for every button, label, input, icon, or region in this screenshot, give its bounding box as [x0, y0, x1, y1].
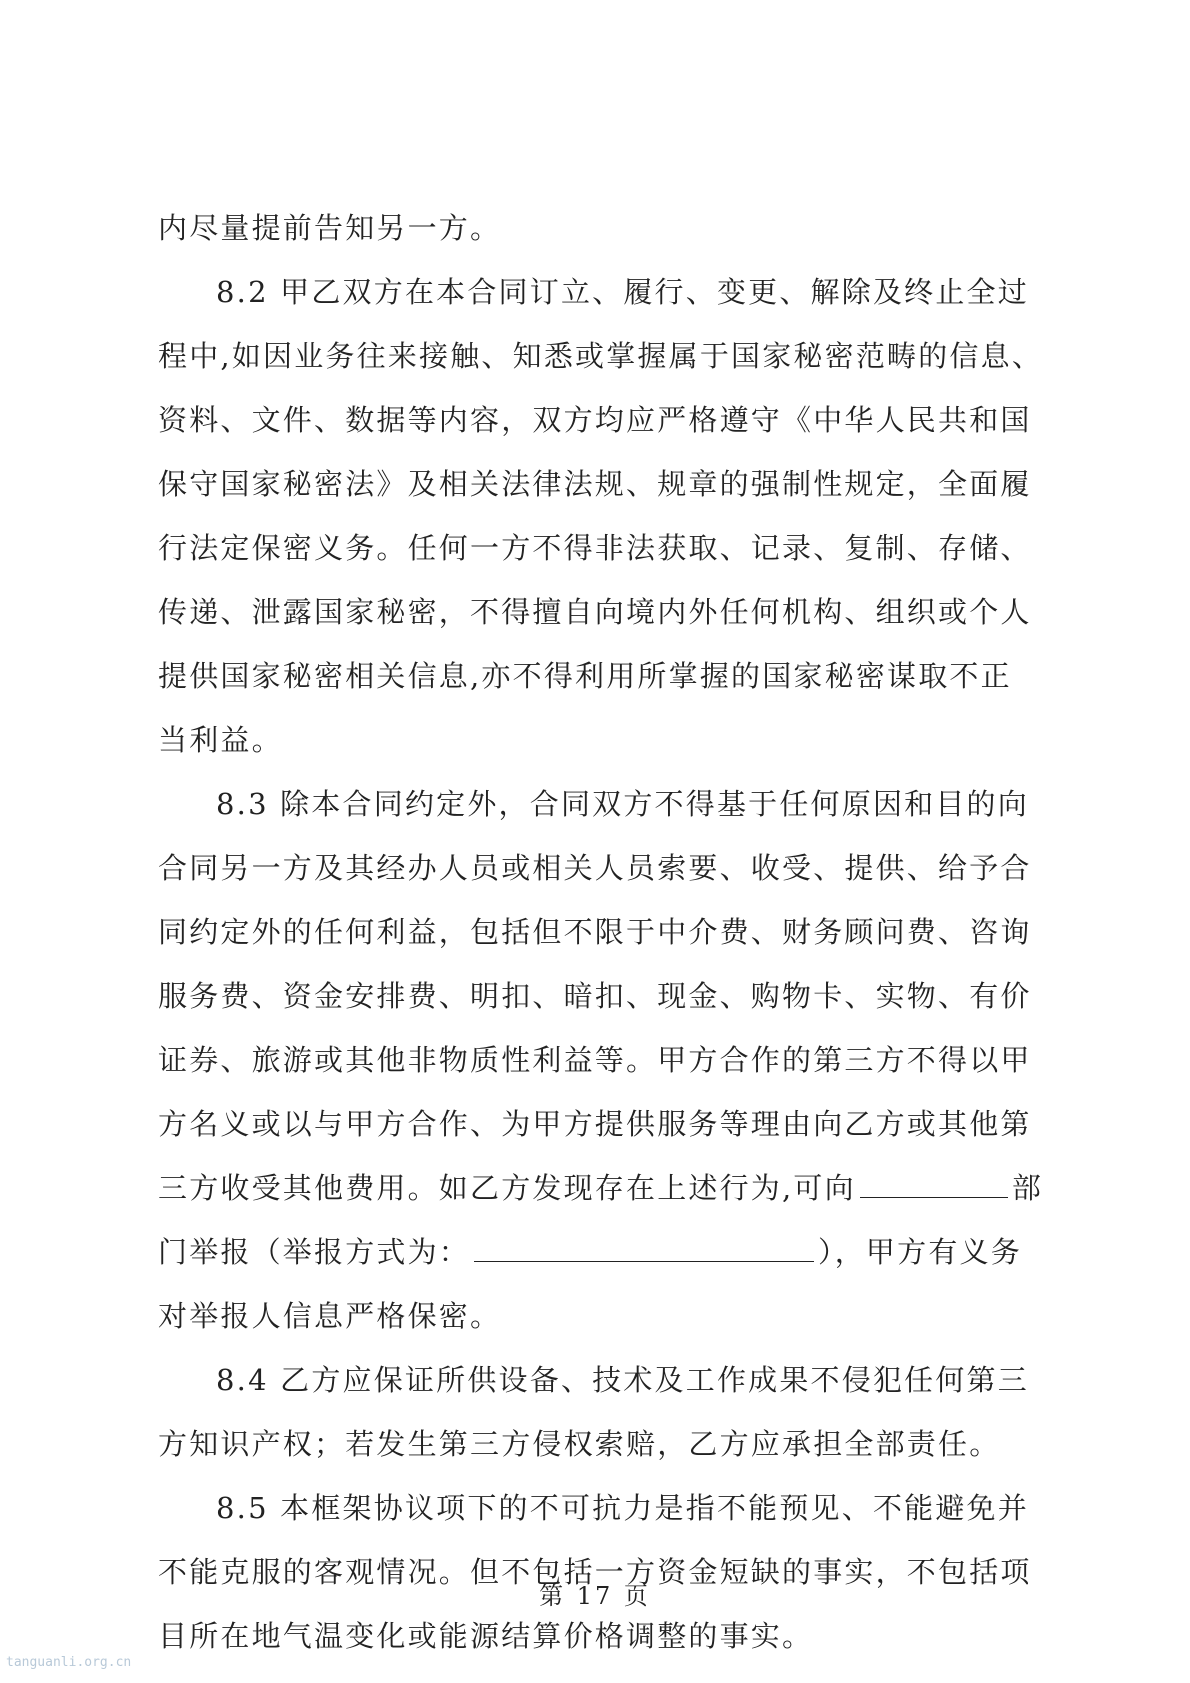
text-line: 同约定外的任何利益，包括但不限于中介费、财务顾问费、咨询 [158, 915, 1032, 949]
text-line: 程中,如因业务往来接触、知悉或掌握属于国家秘密范畴的信息、 [158, 339, 1044, 373]
department-blank [860, 1171, 1008, 1198]
text-after-blank: 部 [1011, 1171, 1044, 1205]
text-line: 合同另一方及其经办人员或相关人员索要、收受、提供、给予合 [158, 851, 1032, 885]
text-line: 服务费、资金安排费、明扣、暗扣、现金、购物卡、实物、有价 [158, 979, 1032, 1013]
text-before-blank: 门举报（举报方式为： [158, 1235, 471, 1269]
report-method-blank [474, 1235, 814, 1262]
text-line: 行法定保密义务。任何一方不得非法获取、记录、复制、存储、 [158, 531, 1032, 565]
clause-8-4-line: 8.4 乙方应保证所供设备、技术及工作成果不侵犯任何第三 [216, 1363, 1029, 1397]
text-line: 方名义或以与甲方合作、为甲方提供服务等理由向乙方或其他第 [158, 1107, 1032, 1141]
text-line: 保守国家秘密法》及相关法律法规、规章的强制性规定，全面履 [158, 467, 1032, 501]
text-line: 内尽量提前告知另一方。 [158, 211, 502, 245]
clause-8-3-line: 8.3 除本合同约定外，合同双方不得基于任何原因和目的向 [216, 787, 1029, 821]
text-line: 当利益。 [158, 723, 283, 757]
text-before-blank: 三方收受其他费用。如乙方发现存在上述行为,可向 [158, 1171, 856, 1205]
watermark: tanguanli.org.cn [6, 1655, 132, 1670]
document-body [158, 196, 1044, 1668]
text-line: 资料、文件、数据等内容，双方均应严格遵守《中华人民共和国 [158, 403, 1032, 437]
text-line: 目所在地气温变化或能源结算价格调整的事实。 [158, 1619, 814, 1653]
text-line: 方知识产权；若发生第三方侵权索赔，乙方应承担全部责任。 [158, 1427, 1001, 1461]
text-line-with-blank [158, 1156, 1044, 1220]
text-line: 提供国家秘密相关信息,亦不得利用所掌握的国家秘密谋取不正 [158, 659, 1012, 693]
text-line-with-blank [158, 1220, 1040, 1284]
text-line: 证券、旅游或其他非物质性利益等。甲方合作的第三方不得以甲 [158, 1043, 1032, 1077]
clause-8-2-line: 8.2 甲乙双方在本合同订立、履行、变更、解除及终止全过 [216, 275, 1029, 309]
clause-8-5-line: 8.5 本框架协议项下的不可抗力是指不能预见、不能避免并 [216, 1491, 1029, 1525]
text-line: 不能克服的客观情况。但不包括一方资金短缺的事实，不包括项 [158, 1555, 1032, 1589]
text-line: 对举报人信息严格保密。 [158, 1299, 502, 1333]
text-line: 传递、泄露国家秘密，不得擅自向境内外任何机构、组织或个人 [158, 595, 1032, 629]
text-after-blank: ），甲方有义务 [818, 1235, 1022, 1269]
page-number: 第 17 页 [539, 1582, 651, 1610]
